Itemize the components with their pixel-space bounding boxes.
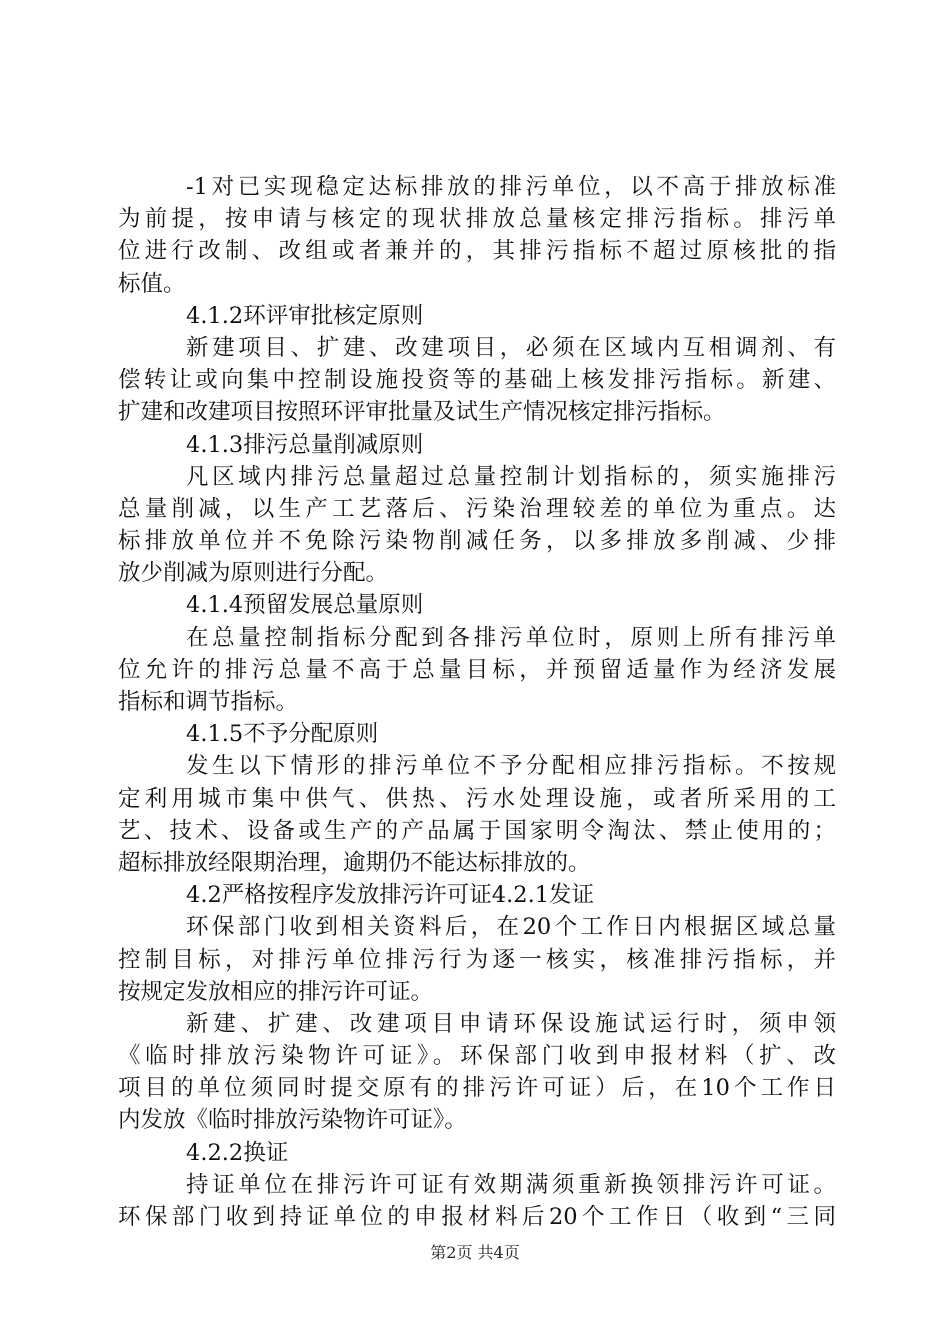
text-line: 偿转让或向集中控制设施投资等的基础上核发排污指标。新建、 [118,367,836,394]
text-line: 扩建和改建项目按照环评审批量及试生产情况核定排污指标。 [118,399,726,426]
text-line: 发生以下情形的排污单位不予分配相应排污指标。不按规 [186,753,836,780]
text-line: -1对已实现稳定达标排放的排污单位，以不高于排放标准 [186,174,836,200]
text-line: 放少削减为原则进行分配。 [118,560,389,587]
text-line: 总量削减，以生产工艺落后、污染治理较差的单位为重点。达 [118,495,836,522]
text-line: 凡区域内排污总量超过总量控制计划指标的，须实施排污 [186,463,836,490]
text-line: 位允许的排污总量不高于总量目标，并预留适量作为经济发展 [118,656,836,683]
text-line: 内发放《临时排放污染物许可证》。 [118,1107,467,1134]
text-line: 4.1.4预留发展总量原则 [186,592,424,619]
text-line: 4.1.2环评审批核定原则 [186,302,424,329]
text-line: 为前提，按申请与核定的现状排放总量核定排污指标。排污单 [118,206,836,233]
text-line: 持证单位在排污许可证有效期满须重新换领排污许可证。 [186,1171,836,1198]
text-line: 控制目标，对排污单位排污行为逐一核实，核准排污指标，并 [118,946,836,973]
text-line: 新建、扩建、改建项目申请环保设施试运行时，须申领 [186,1010,836,1037]
page-footer: 第2页 共4页 [430,1243,520,1262]
text-line: 4.2严格按程序发放排污许可证4.2.1发证 [186,882,595,909]
text-line: 4.1.3排污总量削减原则 [186,431,424,458]
text-line: 4.2.2换证 [186,1139,289,1166]
text-line: 标排放单位并不免除污染物削减任务，以多排放多削减、少排 [118,528,836,555]
text-line: 位进行改制、改组或者兼并的，其排污指标不超过原核批的指 [118,238,836,265]
text-line: 超标排放经限期治理，逾期仍不能达标排放的。 [118,849,591,876]
text-line: 按规定发放相应的排污许可证。 [118,978,434,1005]
text-line: 项目的单位须同时提交原有的排污许可证）后，在10个工作日 [118,1075,836,1102]
text-line: 4.1.5不予分配原则 [186,721,379,748]
text-line: 环保部门收到持证单位的申报材料后20个工作日（收到“三同 [118,1204,836,1230]
document-body [118,171,836,1233]
text-line: 标值。 [118,270,186,297]
text-line: 指标和调节指标。 [118,689,299,715]
text-line: 在总量控制指标分配到各排污单位时，原则上所有排污单 [186,624,836,651]
text-line: 定利用城市集中供气、供热、污水处理设施，或者所采用的工 [118,785,836,812]
text-line: 新建项目、扩建、改建项目，必须在区域内互相调剂、有 [186,334,836,361]
text-line: 环保部门收到相关资料后，在20个工作日内根据区域总量 [186,914,836,941]
text-line: 艺、技术、设备或生产的产品属于国家明令淘汰、禁止使用的； [118,817,836,844]
text-line: 《临时排放污染物许可证》。环保部门收到申报材料（扩、改 [118,1043,836,1070]
